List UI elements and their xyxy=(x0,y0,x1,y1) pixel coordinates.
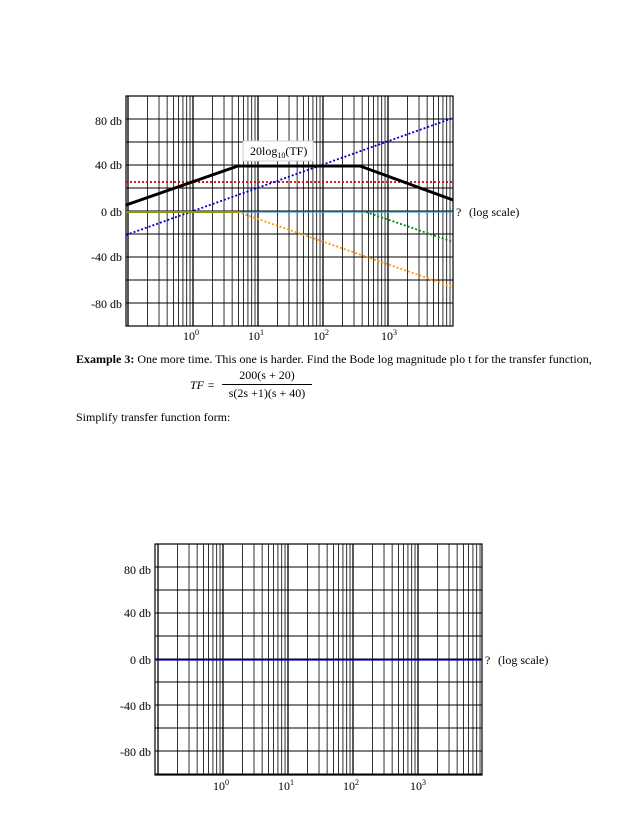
y-label-0: 0 db xyxy=(101,205,122,219)
y-label-0: 0 db xyxy=(130,653,151,667)
scale-label: (log scale) xyxy=(498,653,549,667)
example-label: Example 3: xyxy=(76,352,135,366)
y-label-40: 40 db xyxy=(95,158,122,172)
y-label-80: 80 db xyxy=(124,563,151,577)
x-tick-10-0: $10^0$ xyxy=(183,328,199,343)
x-tick-10-1: $10^1$ xyxy=(248,328,264,343)
x-tick-10-3: $10^3$ xyxy=(381,328,397,343)
tf-denominator: s(2s +1)(s + 40) xyxy=(228,386,306,400)
magnitude-annotation: $20\log_{10}(TF)$ xyxy=(250,144,308,160)
example-description: One more time. This one is harder. Find the Bode log magnitude plo t for the transfer function, xyxy=(134,352,592,366)
y-label-neg40: -40 db xyxy=(91,250,122,264)
x-tick-10-0: $10^0$ xyxy=(213,778,229,793)
scale-label: (log scale) xyxy=(469,205,520,219)
plot2-labels xyxy=(120,563,548,793)
tf-lhs: TF = xyxy=(190,378,216,392)
tf-numerator: 200(s + 20) xyxy=(239,368,295,382)
y-label-40: 40 db xyxy=(124,606,151,620)
y-label-80: 80 db xyxy=(95,114,122,128)
y-label-neg80: -80 db xyxy=(91,297,122,311)
y-label-neg40: -40 db xyxy=(120,699,151,713)
simplify-text: Simplify transfer function form: xyxy=(76,410,231,424)
x-tick-10-3: $10^3$ xyxy=(410,778,426,793)
omega-label: ? xyxy=(456,205,462,219)
x-tick-10-2: $10^2$ xyxy=(313,328,329,343)
omega-label: ? xyxy=(485,653,491,667)
y-label-neg80: -80 db xyxy=(120,745,151,759)
x-tick-10-1: $10^1$ xyxy=(278,778,294,793)
x-tick-10-2: $10^2$ xyxy=(343,778,359,793)
